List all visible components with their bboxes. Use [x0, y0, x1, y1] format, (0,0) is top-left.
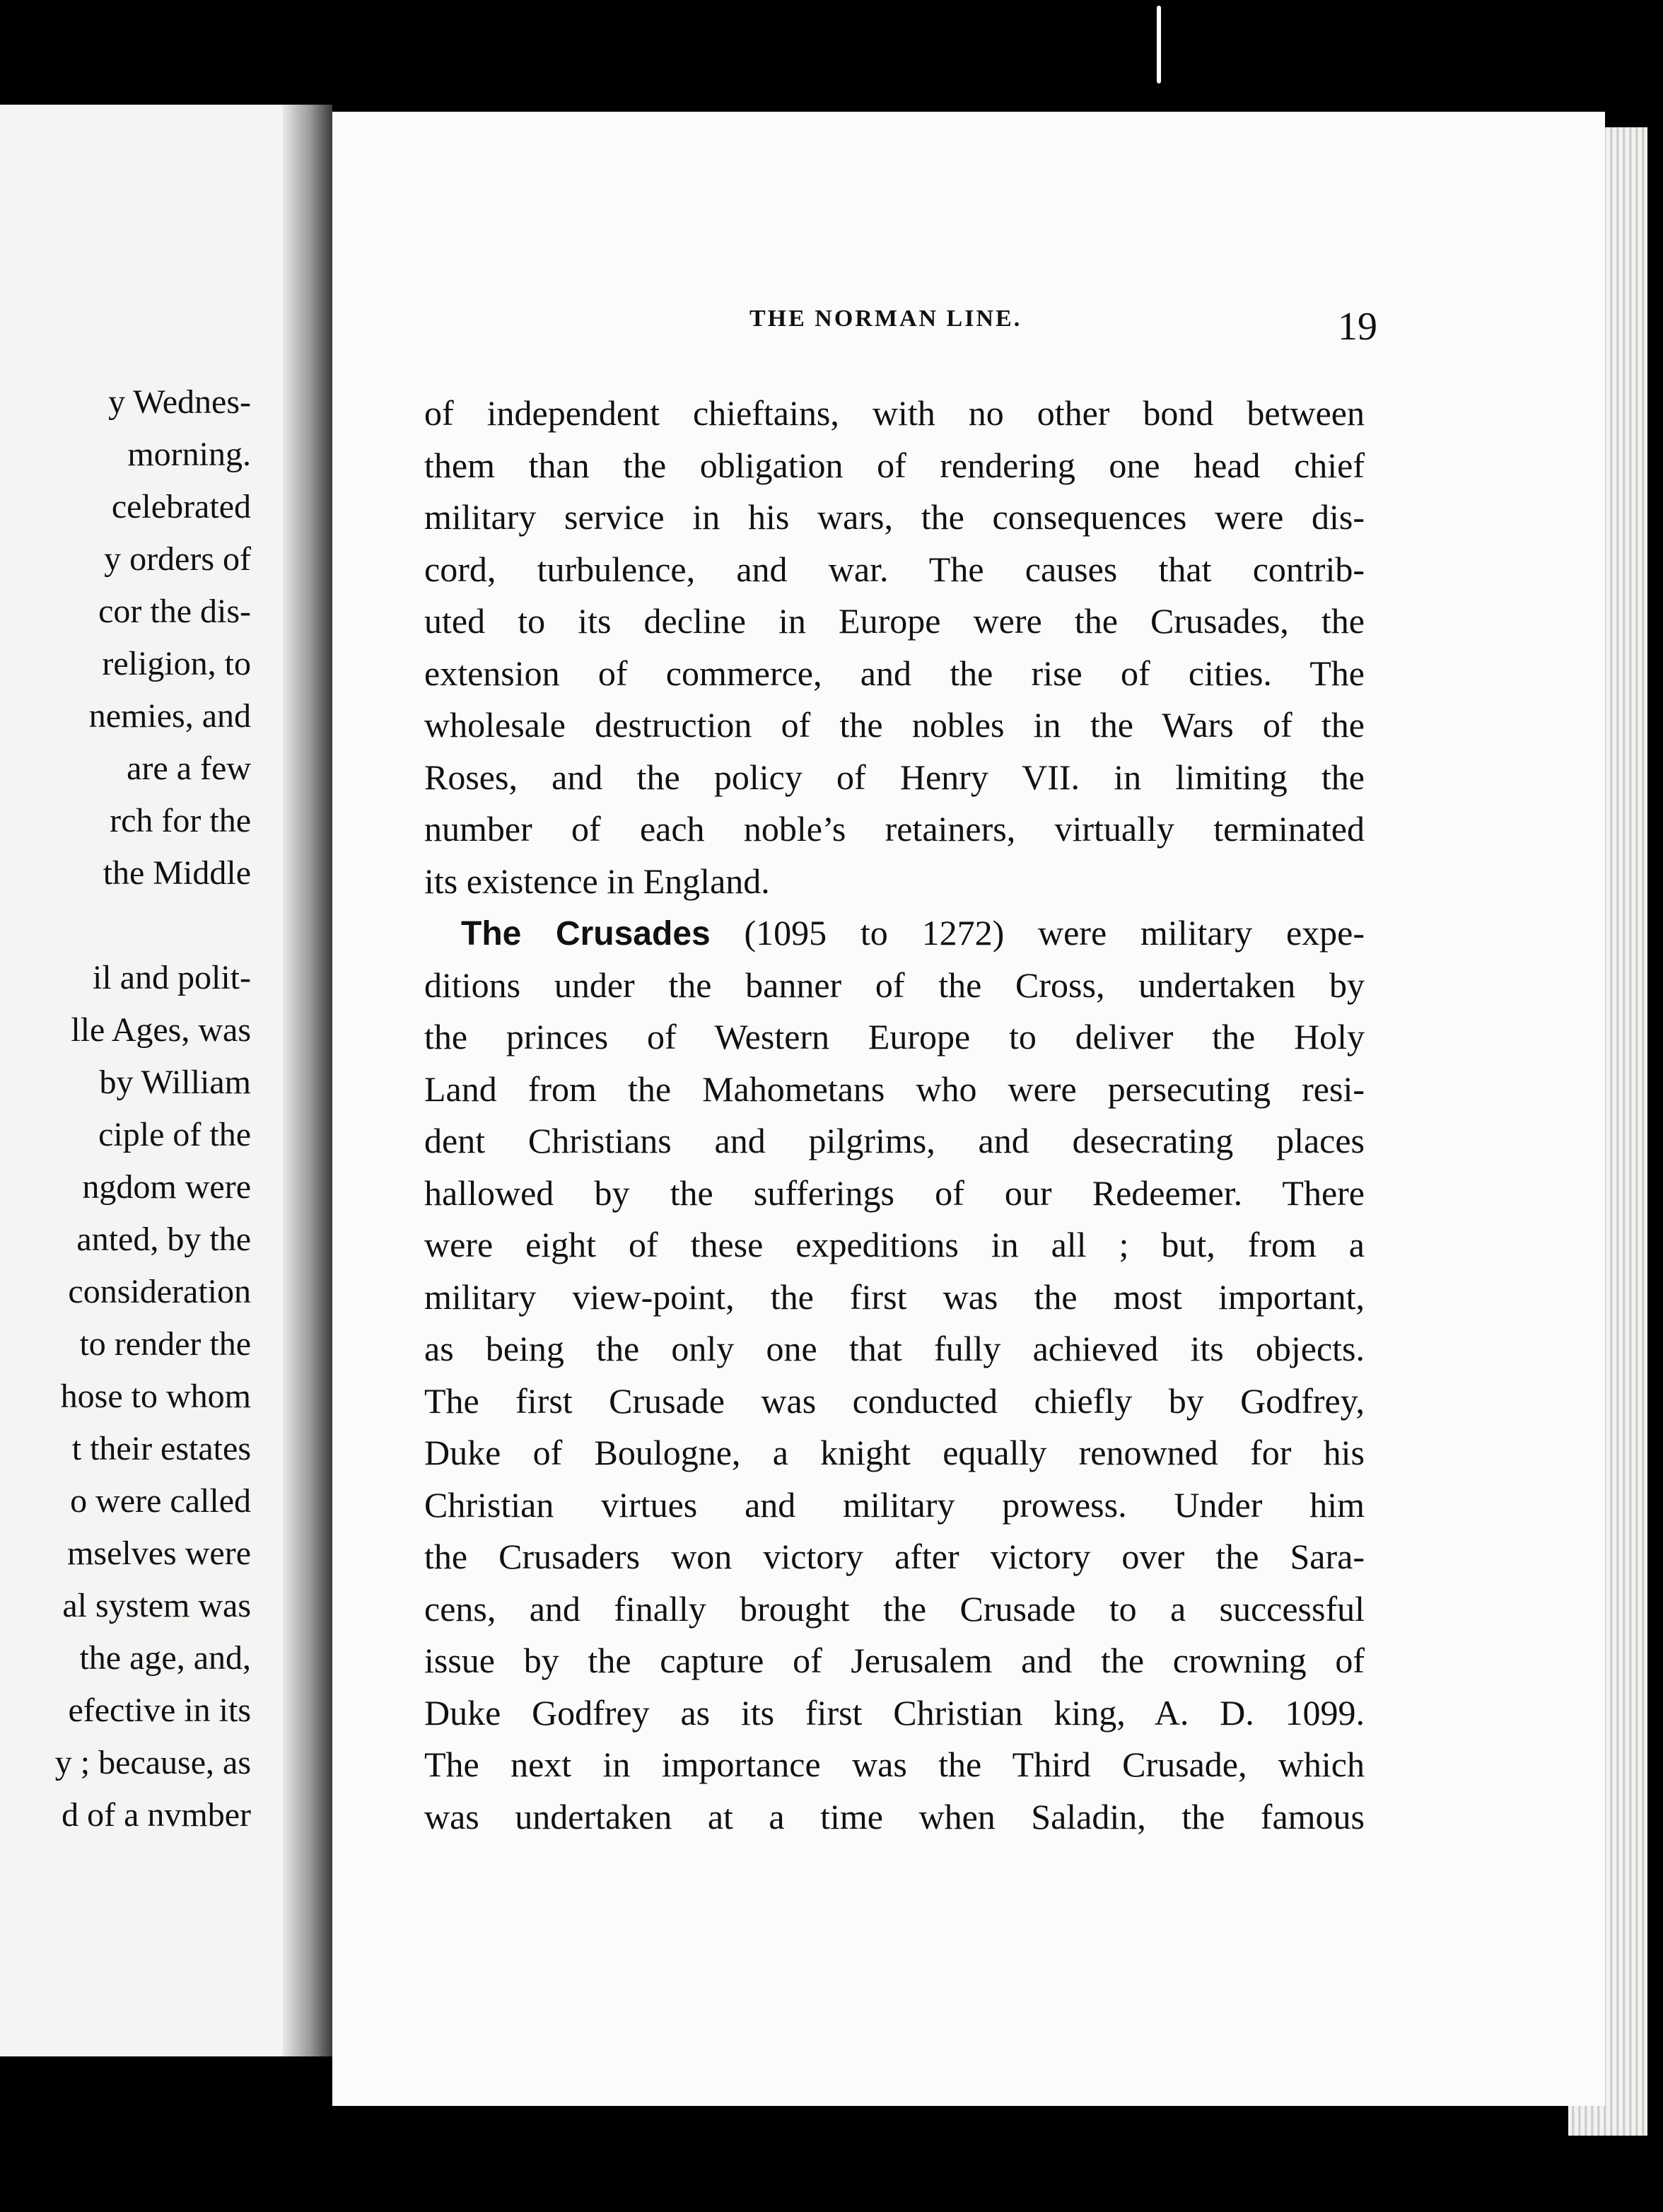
sidehead-line-rest: (1095 to 1272) were military expe- [744, 913, 1365, 953]
text-line: of independent chieftains, with no other bond between [424, 393, 1365, 433]
text-line: the Crusaders won victory after victory over the Sara- [424, 1537, 1365, 1576]
text-line: The first Crusade was conducted chiefly by Godfrey, [424, 1380, 1365, 1421]
text-line: its existence in England. [424, 861, 770, 901]
left-text-line: nemies, and [88, 697, 251, 735]
text-line: dent Christians and pilgrims, and desecrating places [424, 1121, 1365, 1160]
left-text-line: il and polit- [93, 959, 251, 996]
left-text-line: ngdom were [82, 1168, 251, 1206]
left-text-line: y ; because, as [54, 1744, 251, 1781]
text-line [424, 907, 1365, 960]
left-text-line: by William [99, 1064, 251, 1101]
left-text-line: y Wednes- [108, 383, 251, 421]
left-text-line: anted, by the [76, 1221, 251, 1258]
left-text-line: hose to whom [60, 1378, 251, 1415]
left-text-line: morning. [127, 436, 251, 473]
left-text-line: t their estates [71, 1430, 251, 1467]
text-line: hallowed by the sufferings of our Redeemer. There [424, 1172, 1365, 1213]
left-text-line: o were called [70, 1482, 251, 1520]
left-text-line: cor the dis- [98, 593, 251, 630]
left-text-line: d of a nvmber [62, 1796, 251, 1834]
left-text-line: efective in its [68, 1692, 251, 1729]
paragraph-gap [0, 900, 251, 952]
text-line: the princes of Western Europe to deliver the Holy [424, 1017, 1365, 1056]
left-text-line: are a few [127, 750, 251, 787]
text-line: Duke of Boulogne, a knight equally renowned for his [424, 1433, 1365, 1472]
left-text-line: religion, to [102, 645, 251, 682]
left-text-line: mselves were [67, 1535, 251, 1572]
text-line: uted to its decline in Europe were the Crusades, the [424, 601, 1365, 641]
text-line: number of each noble’s retainers, virtually terminated [424, 809, 1365, 849]
text-line: Roses, and the policy of Henry VII. in limiting the [424, 757, 1365, 797]
text-line: cens, and finally brought the Crusade to a successful [424, 1588, 1365, 1629]
text-line: wholesale destruction of the nobles in the Wars of the [424, 705, 1365, 745]
sidehead-crusades: The Crusades [461, 915, 711, 953]
text-line: cord, turbulence, and war. The causes that contrib- [424, 549, 1365, 589]
text-line: issue by the capture of Jerusalem and the crowning of [424, 1641, 1365, 1680]
left-text-line: celebrated [111, 488, 251, 525]
left-text-line: y orders of [104, 540, 251, 578]
text-line: were eight of these expeditions in all ; but, from a [424, 1225, 1365, 1264]
text-line: extension of commerce, and the rise of cities. The [424, 653, 1365, 693]
left-text-line: ciple of the [98, 1116, 251, 1153]
text-line: military service in his wars, the consequences were dis- [424, 497, 1365, 537]
text-line: ditions under the banner of the Cross, undertaken by [424, 965, 1365, 1005]
body-text [424, 388, 1365, 1843]
left-text-line: lle Ages, was [71, 1011, 251, 1049]
text-line: Duke Godfrey as its first Christian king, A. D. 1099. [424, 1692, 1365, 1733]
text-line: was undertaken at a time when Saladin, the famous [424, 1796, 1365, 1836]
book-gutter [283, 105, 332, 2056]
left-text-line: al system was [62, 1587, 251, 1624]
left-page-text [0, 376, 251, 1841]
left-text-line: the Middle [103, 854, 251, 892]
running-head: THE NORMAN LINE. [749, 305, 1022, 332]
page-number: 19 [1338, 305, 1377, 349]
text-line: Land from the Mahometans who were persecuting resi- [424, 1069, 1365, 1109]
left-text-line: the age, and, [79, 1639, 251, 1677]
text-line: as being the only one that fully achieved its objects. [424, 1329, 1365, 1368]
scan-mark [1157, 6, 1161, 83]
text-line: military view-point, the first was the most important, [424, 1276, 1365, 1317]
text-line: Christian virtues and military prowess. Under him [424, 1484, 1365, 1525]
text-line: The next in importance was the Third Crusade, which [424, 1745, 1365, 1784]
left-text-line: rch for the [110, 802, 251, 839]
left-text-line: consideration [68, 1273, 251, 1310]
left-text-line: to render the [79, 1325, 251, 1363]
text-line: them than the obligation of rendering one head chief [424, 445, 1365, 485]
